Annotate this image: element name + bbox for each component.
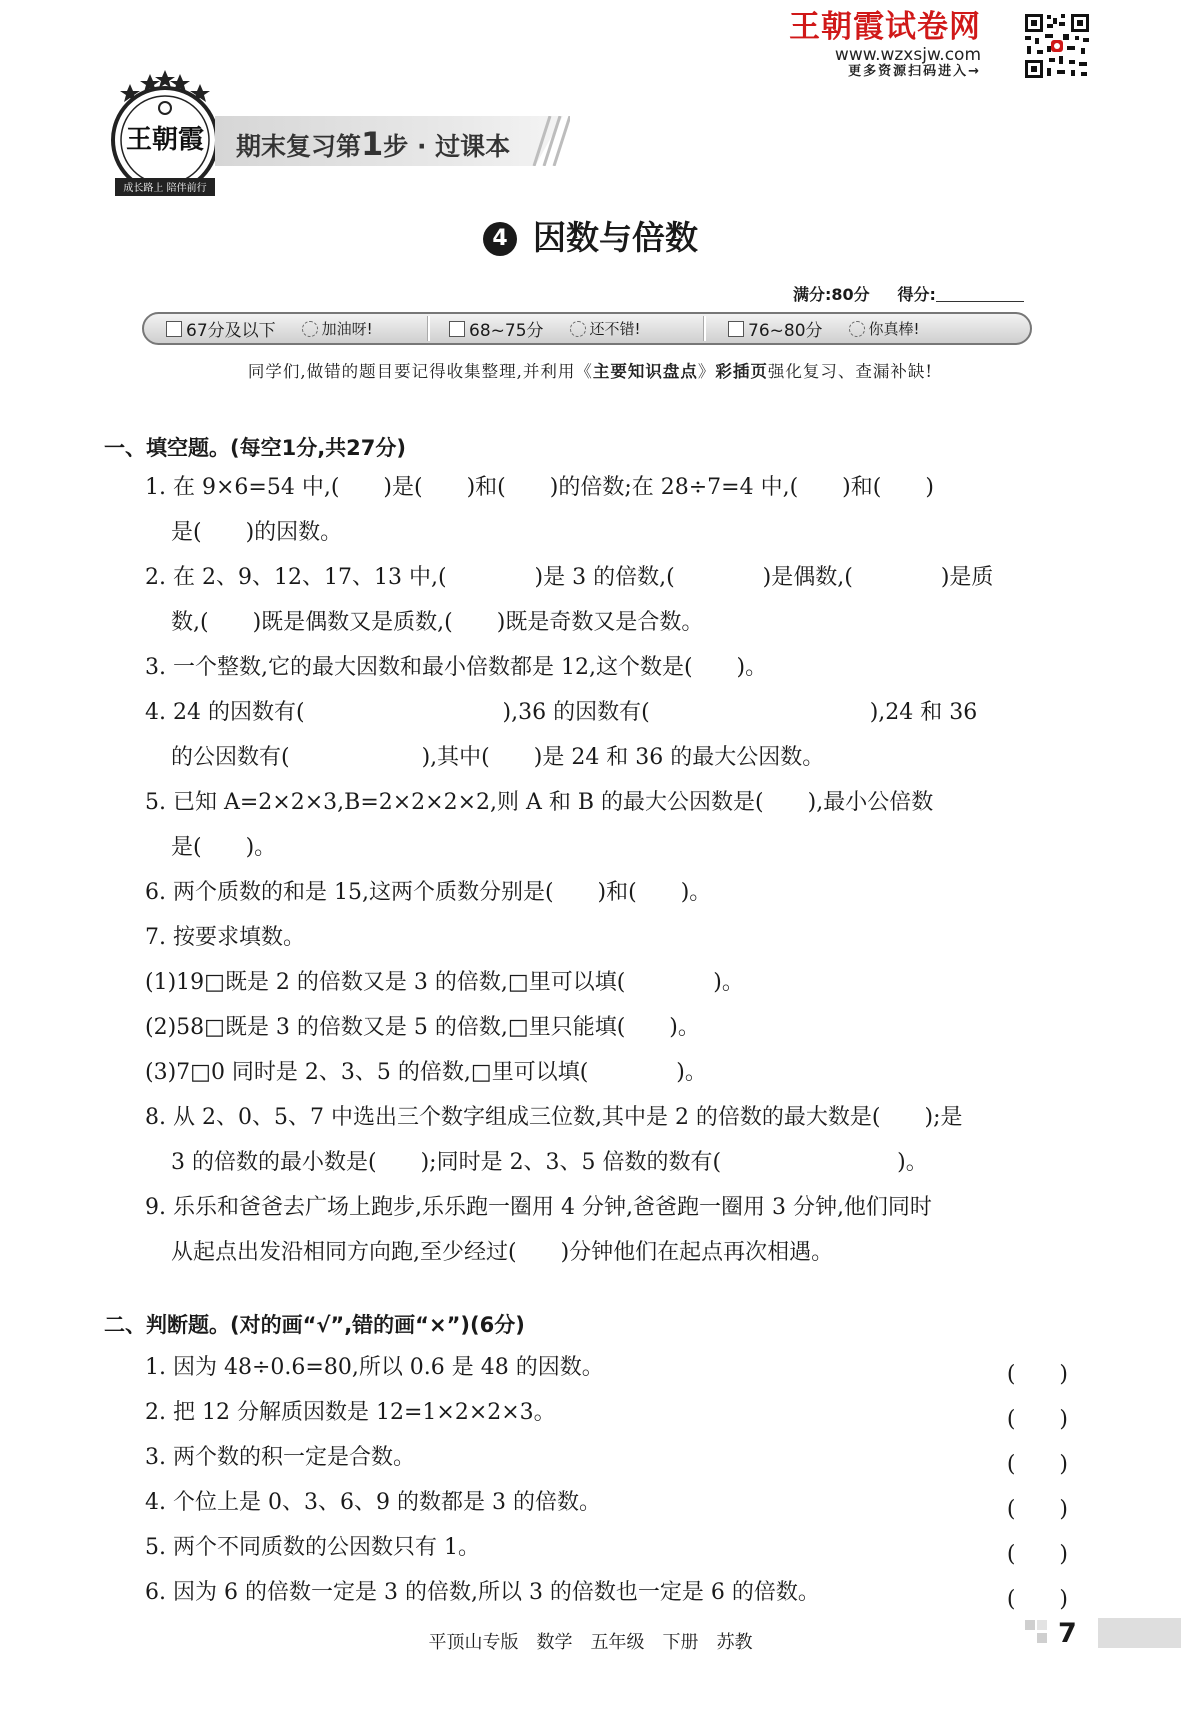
- answer-paren[interactable]: ( ): [1006, 1542, 1068, 1567]
- question-line: 3 的倍数的最小数是( );同时是 2、3、5 倍数的数有( )。: [171, 1150, 928, 1175]
- answer-paren[interactable]: ( ): [1006, 1362, 1068, 1387]
- page-tab: [1098, 1618, 1181, 1648]
- tip-mid: 》: [697, 362, 716, 381]
- question-line: (1)19□既是 2 的倍数又是 3 的倍数,□里可以填( )。: [145, 970, 744, 995]
- brand-hint: 更多资源扫码进入→: [848, 64, 981, 80]
- page-title: [0, 212, 1181, 259]
- judge-item: 4. 个位上是 0、3、6、9 的数都是 3 的倍数。: [145, 1490, 601, 1515]
- smiley-icon: [570, 321, 586, 337]
- question-line: 2. 在 2、9、12、17、13 中,( )是 3 的倍数,( )是偶数,( )是质: [145, 565, 994, 590]
- rating-range: 67分及以下: [186, 321, 276, 341]
- question-line: 4. 24 的因数有( ),36 的因数有( ),24 和 36: [145, 700, 978, 725]
- got-score-label: 得分:: [897, 285, 936, 304]
- answer-paren[interactable]: ( ): [1006, 1407, 1068, 1432]
- rating-cheer: 加油呀!: [321, 320, 373, 338]
- question-line: 5. 已知 A=2×2×3,B=2×2×2×2,则 A 和 B 的最大公因数是( ),最小公倍数: [145, 790, 934, 815]
- rating-bar: [142, 312, 1032, 345]
- svg-text:王朝霞: 王朝霞: [125, 125, 205, 155]
- banner-stripes: [520, 116, 570, 166]
- question-line: 的公因数有( ),其中( )是 24 和 36 的最大公因数。: [171, 745, 825, 770]
- judge-item: 3. 两个数的积一定是合数。: [145, 1445, 415, 1470]
- question-line: 7. 按要求填数。: [145, 925, 305, 950]
- answer-paren[interactable]: ( ): [1006, 1452, 1068, 1477]
- banner-text: [236, 125, 510, 163]
- rating-segment: [449, 314, 641, 343]
- checkbox-icon[interactable]: [728, 321, 744, 337]
- rating-cheer: 还不错!: [589, 320, 641, 338]
- tip-pre: 同学们,做错的题目要记得收集整理,并利用《: [247, 362, 593, 381]
- page-corner-squares: [1025, 1620, 1049, 1646]
- rating-cheer: 你真棒!: [868, 320, 920, 338]
- footer-edition: 平顶山专版 数学 五年级 下册 苏教: [428, 1632, 753, 1653]
- question-line: 6. 两个质数的和是 15,这两个质数分别是( )和( )。: [145, 880, 712, 905]
- score-blank[interactable]: [936, 301, 1024, 302]
- divider: [704, 316, 706, 341]
- section1-heading: 一、填空题。(每空1分,共27分): [104, 436, 407, 460]
- judge-item: 5. 两个不同质数的公因数只有 1。: [145, 1535, 480, 1560]
- judge-item: 1. 因为 48÷0.6=80,所以 0.6 是 48 的因数。: [145, 1355, 604, 1380]
- brand-block: [789, 10, 981, 80]
- section2-heading: 二、判断题。(对的画“√”,错的画“×”)(6分): [104, 1313, 525, 1337]
- score-line: [793, 282, 1024, 305]
- wangzhaoxia-seal-logo: [105, 70, 225, 202]
- question-line: 数,( )既是偶数又是质数,( )既是奇数又是合数。: [171, 610, 704, 635]
- svg-text:成长路上 陪伴前行: 成长路上 陪伴前行: [123, 183, 207, 194]
- question-line: 9. 乐乐和爸爸去广场上跑步,乐乐跑一圈用 4 分钟,爸爸跑一圈用 3 分钟,他们同时: [145, 1195, 932, 1220]
- chapter-number-badge: 4: [483, 222, 517, 256]
- qr-code-icon[interactable]: [1023, 12, 1091, 80]
- question-line: 8. 从 2、0、5、7 中选出三个数字组成三位数,其中是 2 的倍数的最大数是( );是: [145, 1105, 963, 1130]
- brand-url[interactable]: www.wzxsjw.com: [834, 44, 981, 65]
- smiley-icon: [302, 321, 318, 337]
- banner-pre: 期末复习第: [236, 132, 362, 161]
- checkbox-icon[interactable]: [449, 321, 465, 337]
- tip-bold-knowledge: 主要知识盘点: [592, 362, 698, 381]
- question-line: 1. 在 9×6=54 中,( )是( )和( )的倍数;在 28÷7=4 中,( )和( ): [145, 475, 934, 500]
- answer-paren[interactable]: ( ): [1006, 1587, 1068, 1612]
- question-line: (2)58□既是 3 的倍数又是 5 的倍数,□里只能填( )。: [145, 1015, 700, 1040]
- divider: [428, 316, 430, 341]
- page-number: 7: [1058, 1618, 1077, 1649]
- checkbox-icon[interactable]: [166, 321, 182, 337]
- banner-step-number: 1: [361, 125, 384, 163]
- question-line: 从起点出发沿相同方向跑,至少经过( )分钟他们在起点再次相遇。: [171, 1240, 834, 1265]
- tip-line: [0, 358, 1181, 382]
- brand-title: 王朝霞试卷网: [789, 9, 981, 45]
- rating-segment: [166, 314, 373, 343]
- banner-post: 步 · 过课本: [383, 132, 511, 161]
- tip-post: 强化复习、查漏补缺!: [767, 362, 934, 381]
- question-line: 是( )。: [171, 835, 277, 860]
- tip-bold-page: 彩插页: [715, 362, 768, 381]
- chapter-title: 因数与倍数: [533, 218, 698, 257]
- question-line: 3. 一个整数,它的最大因数和最小倍数都是 12,这个数是( )。: [145, 655, 768, 680]
- question-line: 是( )的因数。: [171, 520, 343, 545]
- full-score: 满分:80分: [793, 285, 870, 304]
- smiley-icon: [849, 321, 865, 337]
- answer-paren[interactable]: ( ): [1006, 1497, 1068, 1522]
- judge-item: 2. 把 12 分解质因数是 12=1×2×2×3。: [145, 1400, 556, 1425]
- question-line: (3)7□0 同时是 2、3、5 的倍数,□里可以填( )。: [145, 1060, 707, 1085]
- rating-segment: [728, 314, 920, 343]
- judge-item: 6. 因为 6 的倍数一定是 3 的倍数,所以 3 的倍数也一定是 6 的倍数。: [145, 1580, 820, 1605]
- rating-range: 68~75分: [469, 321, 544, 341]
- rating-range: 76~80分: [748, 321, 823, 341]
